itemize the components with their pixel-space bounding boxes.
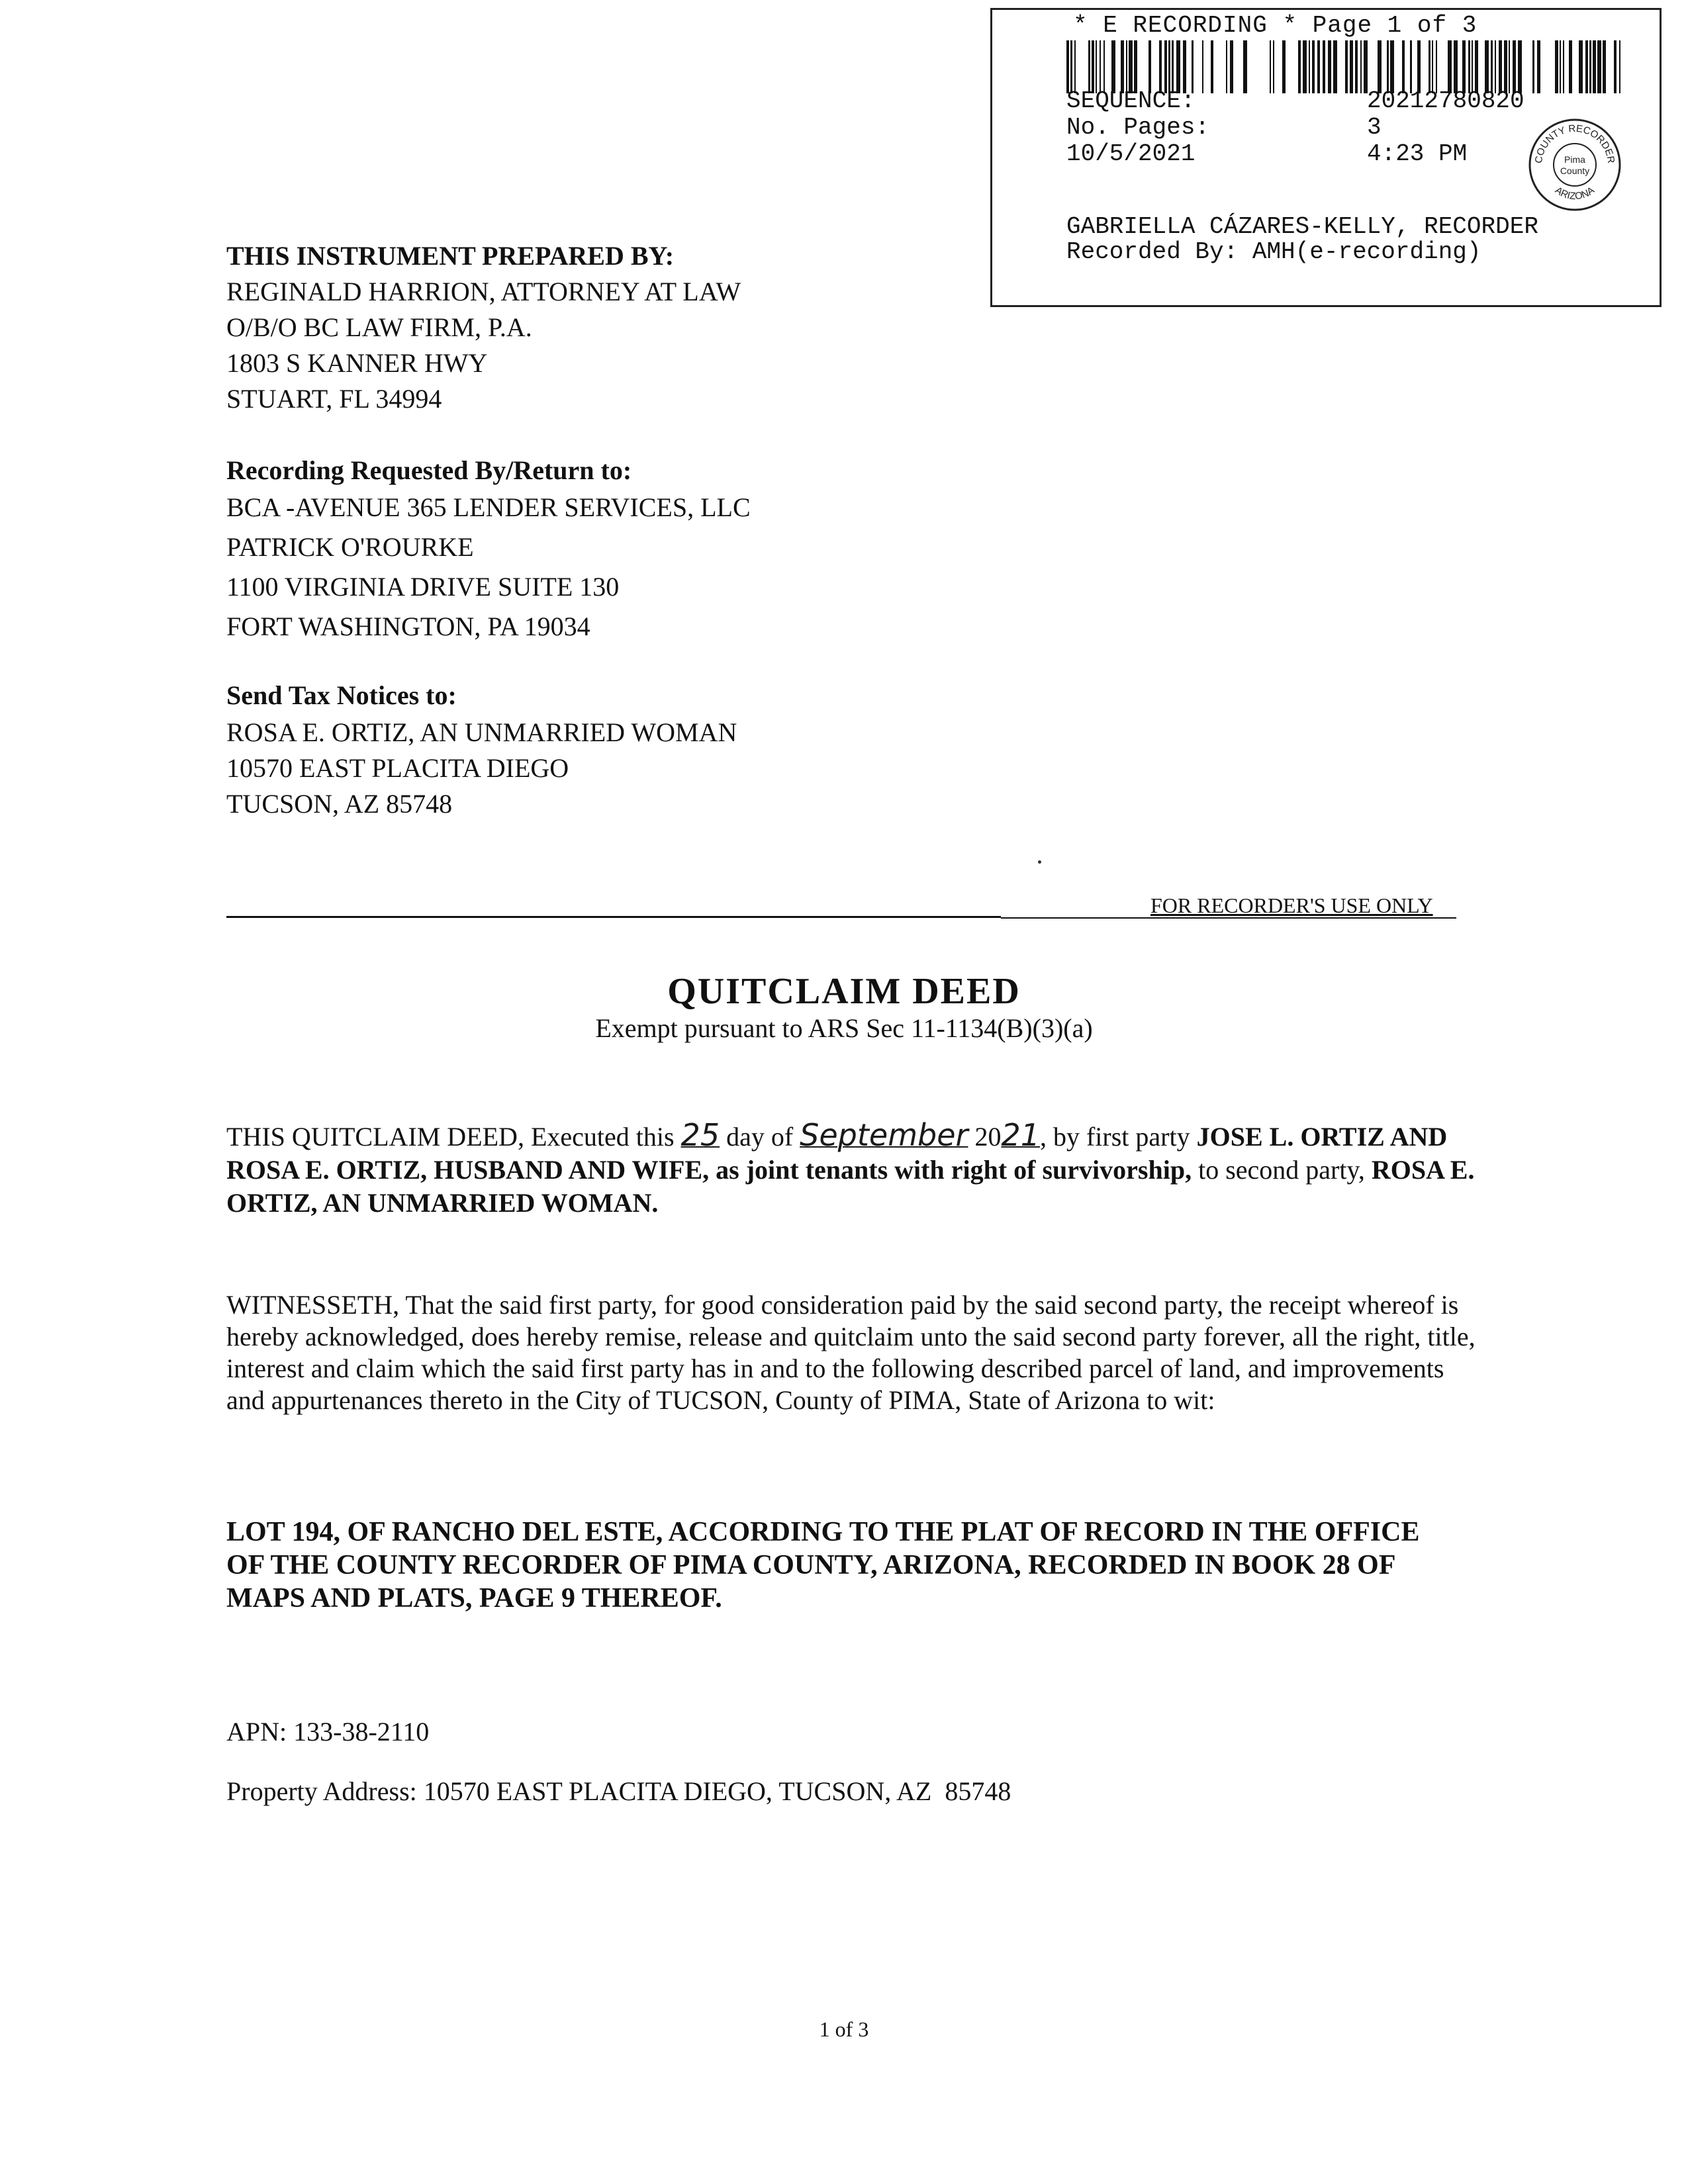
recording-date: 10/5/2021 [1066,140,1196,167]
return-to-heading: Recording Requested By/Return to: [226,455,632,485]
barcode-bar [1555,40,1558,93]
barcode-bar [1088,40,1090,93]
barcode-bar [1176,40,1180,93]
barcode-bar [1614,40,1617,93]
barcode-bar [1096,40,1097,93]
intro-text: day of [720,1122,800,1152]
barcode-bar [1563,40,1564,93]
barcode-bar [1360,40,1362,93]
sequence-value: 20212780820 [1367,87,1524,114]
barcode-bar [1485,40,1489,93]
tax-notices-line: TUCSON, AZ 85748 [226,789,453,819]
prepared-by-line: REGINALD HARRION, ATTORNEY AT LAW [226,277,741,306]
barcode-bar [1593,40,1596,93]
prepared-by-line: 1803 S KANNER HWY [226,348,488,378]
stamp-header: * E RECORDING * Page 1 of 3 [1073,12,1477,39]
intro-text: , by first party [1039,1122,1197,1152]
barcode-bar [1402,40,1405,93]
barcode-bar [1378,40,1382,93]
barcode-bar [1509,40,1510,93]
document-subtitle: Exempt pursuant to ARS Sec 11-1134(B)(3)(a) [595,1013,1093,1043]
intro-text: to second party, [1192,1155,1372,1185]
property-address: Property Address: 10570 EAST PLACITA DIEGO, TUCSON, AZ 85748 [226,1776,1011,1806]
pages-value: 3 [1367,114,1382,141]
barcode-bar [1183,40,1186,93]
barcode-bar [1111,40,1115,93]
barcode-bar [1436,40,1437,93]
barcode-bar [1129,40,1133,93]
recording-stamp [990,8,1662,307]
barcode-bar [1309,40,1310,93]
barcode-bar [1159,40,1162,93]
barcode-bar [1429,40,1430,93]
barcode-bar [1345,40,1348,93]
barcode-bar [1518,40,1522,93]
barcode-bar [1192,40,1194,93]
barcode-bar [1270,40,1271,93]
barcode-bar [1172,40,1174,93]
witnesseth-paragraph: WITNESSETH, That the said first party, for good consideration paid by the said second party, the receipt whereof is hereby acknowledged, does hereby remise, release and quitclaim unto the said second party forever, all the right, title, interest and claim which the said first party has in and to the following described parcel of land, and improvements and appurtenances thereto in the City of TUCSON, County of PIMA, State of Arizona to wit: [226,1290,1476,1415]
barcode-bar [1390,40,1394,93]
prepared-by-line: O/B/O BC LAW FIRM, P.A. [226,312,532,342]
barcode-bar [1410,40,1412,93]
first-party: JOSE L. ORTIZ AND ROSA E. ORTIZ, HUSBAND AND WIFE, as joint tenants with right of survivorship, [226,1122,1448,1185]
barcode-bar [1226,40,1227,93]
barcode-bar [1495,40,1496,93]
prepared-by-heading: THIS INSTRUMENT PREPARED BY: [226,241,675,271]
svg-text:ARIZONA: ARIZONA [1552,185,1597,203]
barcode-bar [1454,40,1458,93]
recorded-by: Recorded By: AMH(e-recording) [1066,238,1481,265]
barcode-bar [1597,40,1601,93]
barcode-bar [1560,40,1561,93]
recorder-use-label: FOR RECORDER'S USE ONLY [1150,893,1433,917]
barcode-bar [1211,40,1213,93]
barcode-bar [1468,40,1470,93]
tax-notices-line: 10570 EAST PLACITA DIEGO [226,753,569,783]
barcode-bar [1323,40,1325,93]
barcode-bar [1074,40,1076,93]
return-to-line: PATRICK O'ROURKE [226,532,474,562]
barcode-bar [1448,40,1452,93]
barcode-bar [1499,40,1502,93]
barcode-bar [1202,40,1203,93]
sequence-label: SEQUENCE: [1066,87,1196,114]
intro-paragraph [226,1118,1484,1220]
return-to-line: BCA -AVENUE 365 LENDER SERVICES, LLC [226,492,751,522]
barcode-bar [1103,40,1105,93]
barcode-bar [1619,40,1620,93]
barcode-bar [1312,40,1315,93]
barcode-bar [1317,40,1320,93]
handwritten-year: 21 [1001,1117,1040,1153]
barcode-bar [1333,40,1337,93]
barcode-icon [1066,40,1629,93]
prepared-by-line: STUART, FL 34994 [226,384,442,414]
svg-text:COUNTY RECORDER: COUNTY RECORDER [1532,122,1617,164]
barcode-bar [1417,40,1421,93]
barcode-bar [1243,40,1247,93]
apn: APN: 133-38-2110 [226,1717,430,1747]
barcode-bar [1066,40,1069,93]
barcode-bar [1328,40,1331,93]
document-title: QUITCLAIM DEED [667,971,1021,1012]
barcode-bar [1579,40,1583,93]
barcode-bar [1585,40,1588,93]
barcode-bar [1126,40,1127,93]
legal-description: LOT 194, OF RANCHO DEL ESTE, ACCORDING TO THE PLAT OF RECORD IN THE OFFICE OF THE COUNTY RECORDER OF PIMA COUNTY, ARIZONA, RECORDED IN BOOK 28 OF MAPS AND PLATS, PAGE 9 THEREOF. [226,1517,1420,1614]
svg-text:Pima: Pima [1564,154,1585,165]
barcode-bar [1134,40,1137,93]
tax-notices-heading: Send Tax Notices to: [226,680,457,710]
intro-text: THIS QUITCLAIM DEED, Executed this [226,1122,681,1152]
barcode-bar [1432,40,1433,93]
barcode-bar [1273,40,1274,93]
barcode-bar [1569,40,1572,93]
barcode-bar [1387,40,1389,93]
barcode-bar [1603,40,1606,93]
barcode-bar [1092,40,1094,93]
county-seal-icon [1527,117,1622,212]
barcode-bar [1164,40,1167,93]
barcode-bar [1504,40,1507,93]
barcode-bar [1475,40,1478,93]
barcode-bar [1350,40,1353,93]
pages-label: No. Pages: [1066,114,1210,141]
intro-text: 20 [968,1122,1002,1152]
barcode-bar [1355,40,1358,93]
tax-notices-line: ROSA E. ORTIZ, AN UNMARRIED WOMAN [226,717,737,747]
barcode-bar [1282,40,1286,93]
barcode-bar [1230,40,1233,93]
recorder-name: GABRIELLA CÁZARES-KELLY, RECORDER [1066,213,1538,240]
handwritten-month: September [800,1117,968,1153]
barcode-bar [1070,40,1072,93]
barcode-bar [1168,40,1170,93]
divider [226,916,1001,918]
barcode-bar [1149,40,1151,93]
barcode-bar [1121,40,1124,93]
second-party: ROSA E. ORTIZ, AN UNMARRIED WOMAN. [226,1155,1475,1218]
barcode-bar [1364,40,1368,93]
handwritten-day: 25 [680,1117,720,1153]
page-number: 1 of 3 [819,2017,869,2041]
barcode-bar [1303,40,1307,93]
barcode-bar [1462,40,1466,93]
barcode-bar [1472,40,1473,93]
barcode-bar [1491,40,1493,93]
return-to-line: FORT WASHINGTON, PA 19034 [226,612,590,641]
barcode-bar [1532,40,1534,93]
recording-time: 4:23 PM [1367,140,1468,167]
barcode-bar [1589,40,1591,93]
barcode-bar [1100,40,1101,93]
barcode-bar [1513,40,1516,93]
return-to-line: 1100 VIRGINIA DRIVE SUITE 130 [226,572,620,602]
scan-speck [1038,860,1041,864]
barcode-bar [1537,40,1540,93]
svg-text:County: County [1560,165,1590,176]
barcode-bar [1298,40,1301,93]
